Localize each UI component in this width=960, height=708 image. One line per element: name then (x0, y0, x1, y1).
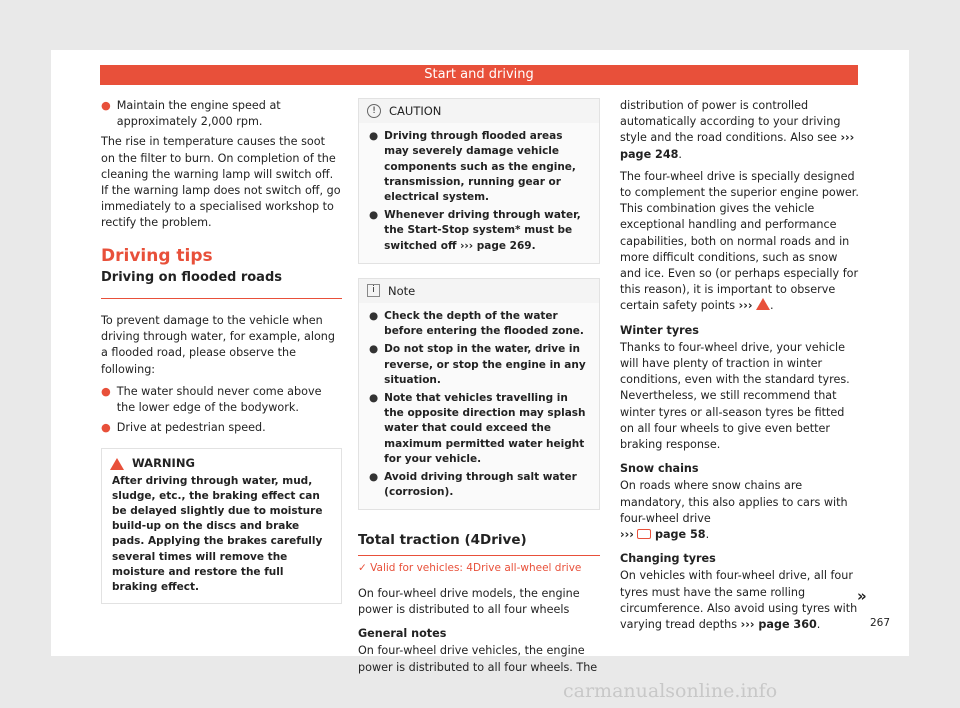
subheading-general-notes: General notes (358, 627, 447, 641)
page-link[interactable]: ››› page 248 (620, 131, 855, 161)
bullet-icon: ● (101, 384, 111, 398)
paragraph: On four-wheel drive models, the engine power is distributed to all four wheels (358, 586, 580, 617)
paragraph: The rise in temperature causes the soot on the filter to burn. On completion of the cleaning the warning lamp will switch off. If the warning lamp does not switch off, go immediately to a specialised workshop to rectify the problem. (101, 135, 341, 230)
page-link[interactable]: ››› page 269 (460, 239, 532, 252)
bullet-icon: ● (369, 209, 379, 222)
subheading-snow-chains: Snow chains (620, 462, 699, 476)
column-3 (620, 98, 860, 639)
paragraph: On vehicles with four-wheel drive, all four tyres must have the same rolling circumference. Also avoid using tyres with varying tread depths ››› page 360. (620, 569, 858, 632)
paragraph: Thanks to four-wheel drive, your vehicle will have plenty of traction in winter conditions, even with the standard tyres. Nevertheless, we still recommend that winter tyres or all-season tyres be fitted on all four wheels to give even better braking response. (620, 340, 850, 452)
chapter-header: Start and driving (100, 65, 858, 85)
note-item-2: Do not stop in the water, drive in reverse, or stop the engine in any situation. (384, 343, 586, 386)
subheading-changing-tyres: Changing tyres (620, 552, 716, 566)
column-2 (358, 98, 600, 682)
bullet-icon: ● (101, 421, 111, 435)
column-1 (101, 98, 342, 604)
list-item (101, 420, 342, 436)
paragraph-text: The four-wheel drive is specially designed to complement the superior engine power. This combination gives the vehicle exceptional handling and performance capabilities, both on normal roads and in more difficult conditions, such as snow and ice. Even so (or perhaps especially for this reason), it is important to observe certain safety points (620, 169, 859, 313)
bullet-engine-text: Maintain the engine speed at approximately 2,000 rpm. (116, 99, 281, 129)
note-box (358, 278, 600, 511)
paragraph: On four-wheel drive vehicles, the engine power is distributed to all four wheels. The (358, 644, 598, 674)
safety-link[interactable]: ››› (738, 299, 753, 313)
note-title: Note (388, 283, 416, 298)
list-item: ● Whenever driving through water, the Start-Stop system* must be switched off ››› page 269. (369, 208, 589, 254)
info-icon: i (367, 284, 380, 297)
continue-mark: » (857, 587, 867, 605)
caution-header (359, 99, 599, 123)
page-number: 267 (870, 617, 891, 629)
bullet-icon: ● (369, 343, 379, 356)
bullet-icon: ● (369, 392, 379, 405)
caution-title: CAUTION (389, 104, 442, 118)
bullet-speed-text: Drive at pedestrian speed. (116, 421, 266, 435)
paragraph: To prevent damage to the vehicle when driving through water, for example, along a flooded road, please observe the following: (101, 314, 335, 376)
list-item (101, 98, 342, 130)
validity-note (358, 560, 600, 576)
note-header (359, 279, 599, 303)
paragraph: On roads where snow chains are mandatory, this also applies to cars with four-wheel drive ››› page 58. (620, 479, 848, 542)
list-item (369, 309, 589, 339)
list-item (369, 342, 589, 388)
warning-title: WARNING (132, 456, 195, 471)
check-icon: ✓ (358, 561, 367, 574)
note-item-4: Avoid driving through salt water (corrosion). (384, 471, 577, 499)
list-item (101, 384, 342, 416)
paragraph-text: On vehicles with four-wheel drive, all four tyres must have the same rolling circumference. Also avoid using tyres with varying tread depths (620, 569, 858, 632)
bullet-icon: ● (101, 99, 111, 112)
list-item (369, 129, 589, 205)
note-body (359, 303, 599, 509)
caution-box (358, 98, 600, 264)
paragraph: distribution of power is controlled automatically according to your driving style and the road conditions. Also see ››› page 248. (620, 99, 855, 161)
paragraph-text: distribution of power is controlled automatically according to your driving style and the road conditions. Also see (620, 99, 841, 145)
warning-triangle-icon (110, 458, 124, 470)
caution-body (359, 123, 599, 263)
info-circle-icon: ! (367, 104, 381, 118)
book-icon (637, 529, 651, 539)
note-item-1: Check the depth of the water before entering the flooded zone. (384, 310, 584, 338)
bullet-icon: ● (369, 471, 379, 484)
list-item (369, 470, 589, 500)
bullet-icon: ● (369, 130, 379, 143)
validity-text: Valid for vehicles: 4Drive all-wheel drive (370, 561, 582, 574)
page-link[interactable]: ››› page 360 (740, 618, 817, 632)
list-item (369, 391, 589, 467)
watermark: carmanualsonline.info (563, 680, 778, 702)
section-heading-total-traction: Total traction (4Drive) (358, 532, 600, 555)
paragraph-text: On roads where snow chains are mandatory, this also applies to cars with four-wheel drive (620, 479, 848, 525)
paragraph: The four-wheel drive is specially designed to complement the superior engine power. This combination gives the vehicle exceptional handling and performance capabilities, both on normal roads and in more difficult conditions, such as snow and ice. Even so (or perhaps especially for this reason), it is important to observe certain safety points ››› . (620, 169, 859, 313)
bullet-water-text: The water should never come above the lower edge of the bodywork. (116, 384, 322, 415)
warning-box (101, 448, 342, 604)
note-item-3: Note that vehicles travelling in the opposite direction may splash water that could exceed the maximum permitted water height for your vehicle. (384, 392, 586, 465)
subsection-heading-flooded: Driving on flooded roads (101, 270, 342, 299)
warning-header (102, 449, 341, 471)
warning-triangle-icon (756, 298, 770, 310)
caution-item-2: Whenever driving through water, the Start-Stop system* must be switched off (384, 209, 581, 252)
section-heading-driving-tips: Driving tips (101, 245, 213, 266)
subheading-winter-tyres: Winter tyres (620, 323, 699, 337)
caution-item-1: Driving through flooded areas may severely damage vehicle components such as the engine, transmission, running gear or electrical system. (384, 130, 576, 204)
page-link[interactable]: page 58 (654, 528, 706, 542)
link-arrows: ››› (620, 528, 634, 542)
warning-text: After driving through water, mud, sludge, etc., the braking effect can be delayed slightly due to moisture build-up on the discs and brake pads. Applying the brakes carefully several times will remove the moisture and restore the full braking effect. (102, 472, 341, 604)
bullet-icon: ● (369, 310, 379, 323)
